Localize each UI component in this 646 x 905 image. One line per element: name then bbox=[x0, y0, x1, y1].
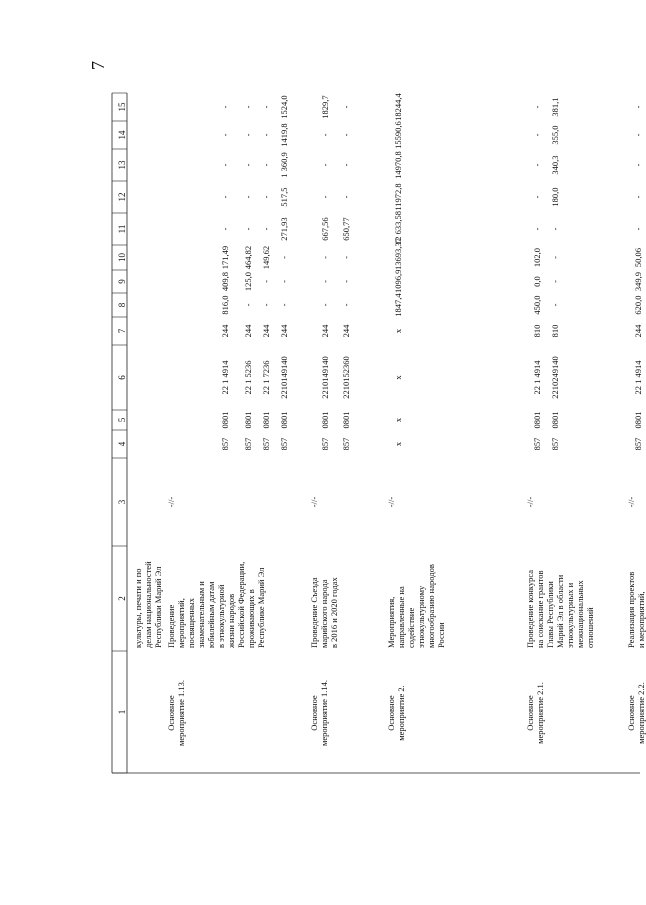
table-cell: - bbox=[341, 280, 351, 283]
table-cell: 0,0 bbox=[532, 276, 542, 287]
page-number: 7 bbox=[88, 61, 108, 70]
table-cell: - bbox=[633, 227, 643, 231]
table-cell: 810 bbox=[550, 324, 560, 338]
table-cell: - bbox=[341, 195, 351, 199]
executor-mark: -//- bbox=[525, 496, 535, 508]
table-cell: 409,8 bbox=[220, 271, 230, 292]
table-cell: 857 bbox=[532, 437, 542, 451]
table-cell: - bbox=[261, 163, 271, 167]
column-header-14: 14 bbox=[117, 130, 127, 140]
table-cell: - bbox=[532, 195, 542, 199]
executor-mark: -//- bbox=[626, 496, 636, 508]
table-cell: - bbox=[220, 163, 230, 167]
column-header-6: 6 bbox=[117, 375, 127, 380]
table-cell: - bbox=[320, 303, 330, 307]
executor-mark: -//- bbox=[166, 496, 176, 508]
event-code: Основное мероприятие 2. bbox=[386, 685, 406, 741]
column-header-1: 1 bbox=[117, 709, 127, 715]
table-cell: - bbox=[320, 133, 330, 137]
table-cell: 244 bbox=[261, 324, 271, 338]
table-cell: - bbox=[261, 133, 271, 137]
table-cell: 0801 bbox=[261, 411, 271, 429]
table-cell: - bbox=[243, 133, 253, 137]
table-cell: - bbox=[532, 163, 542, 167]
table-cell: 11972,8 bbox=[393, 183, 403, 211]
table-cell: 2210152360 bbox=[341, 356, 351, 399]
table-cell: 2210149140 bbox=[279, 356, 289, 399]
table-cell: - bbox=[261, 280, 271, 283]
table-cell: 857 bbox=[633, 437, 643, 451]
table-cell: - bbox=[633, 195, 643, 199]
table-cell: - bbox=[243, 303, 253, 307]
table-cell: 244 bbox=[320, 324, 330, 338]
table-cell: - bbox=[532, 105, 542, 109]
table-cell: 381,1 bbox=[550, 97, 560, 117]
table-cell: 102,0 bbox=[532, 247, 542, 268]
table-cell: - bbox=[261, 303, 271, 307]
table-cell: 1 360,9 bbox=[279, 152, 289, 178]
table-cell: 340,3 bbox=[550, 155, 560, 175]
event-code: Основное мероприятие 2.1. bbox=[525, 682, 545, 744]
table-cell: 0801 bbox=[279, 411, 289, 429]
table-cell: - bbox=[220, 195, 230, 199]
executor-mark: -//- bbox=[309, 496, 319, 508]
table-cell: 650,77 bbox=[341, 217, 351, 241]
table-cell: 0801 bbox=[243, 411, 253, 429]
table-cell: - bbox=[320, 256, 330, 259]
column-header-10: 10 bbox=[117, 253, 127, 262]
table-cell: 244 bbox=[220, 324, 230, 338]
table-cell: 22 1 7236 bbox=[261, 360, 271, 395]
table-cell: - bbox=[220, 133, 230, 137]
table-cell: - bbox=[341, 303, 351, 307]
table-cell: 0801 bbox=[341, 411, 351, 429]
column-header-15: 15 bbox=[117, 102, 127, 112]
table-cell: - bbox=[550, 256, 560, 259]
table-cell: 50,06 bbox=[633, 247, 643, 268]
table-cell: - bbox=[320, 280, 330, 283]
table-cell: - bbox=[261, 227, 271, 231]
table-cell: 149,62 bbox=[261, 245, 271, 270]
event-description: Реализация проектов и мероприятий, bbox=[626, 571, 646, 648]
table-cell: 15590,6 bbox=[393, 121, 403, 149]
table-cell: 14970,8 bbox=[393, 151, 403, 179]
table-cell: - bbox=[320, 163, 330, 167]
table-cell: 0801 bbox=[532, 411, 542, 429]
table-cell: - bbox=[243, 163, 253, 167]
table-cell: - bbox=[279, 303, 289, 307]
table-cell: - bbox=[633, 163, 643, 167]
column-header-13: 13 bbox=[117, 160, 127, 170]
table-cell: 244 bbox=[243, 324, 253, 338]
table-cell: 13693,37 bbox=[393, 238, 403, 270]
table-cell: 1524,0 bbox=[279, 95, 289, 119]
table-cell: - bbox=[320, 195, 330, 199]
table-cell: - bbox=[261, 105, 271, 109]
table-cell: 349,9 bbox=[633, 271, 643, 292]
table-cell: 18244,4 bbox=[393, 93, 403, 121]
event-code: Основное мероприятие 1.14. bbox=[309, 679, 329, 747]
table-cell: 2210249140 bbox=[550, 356, 560, 399]
column-header-4: 4 bbox=[117, 441, 127, 447]
table-cell: x bbox=[393, 417, 403, 423]
table-cell: 857 bbox=[279, 437, 289, 451]
table-cell: - bbox=[550, 227, 560, 231]
column-header-11: 11 bbox=[117, 224, 127, 234]
table-cell: 450,0 bbox=[532, 295, 542, 315]
table-cell: - bbox=[279, 280, 289, 283]
table-cell: 12 633,58 bbox=[393, 211, 403, 245]
table-cell: - bbox=[243, 195, 253, 199]
table-cell: 244 bbox=[633, 324, 643, 338]
table-cell: - bbox=[532, 227, 542, 231]
table-cell: - bbox=[261, 195, 271, 199]
event-code: Основное мероприятие 1.13. bbox=[166, 679, 186, 747]
table-cell: - bbox=[341, 105, 351, 109]
table-cell: 180,0 bbox=[550, 187, 560, 207]
event-description: Мероприятия, направленные на содействие этнокультурному многообразию народов России bbox=[386, 564, 446, 648]
event-description: Проведение Съезда марийского народа в 2016 и 2020 годах bbox=[309, 577, 339, 648]
table-cell: 0801 bbox=[320, 411, 330, 429]
table-cell: 1829,7 bbox=[320, 95, 330, 119]
table-cell: 2210149140 bbox=[320, 356, 330, 399]
column-header-9: 9 bbox=[117, 279, 127, 284]
table-cell: 620,0 bbox=[633, 295, 643, 315]
table-cell: - bbox=[532, 133, 542, 137]
column-header-3: 3 bbox=[117, 499, 127, 505]
column-header-2: 2 bbox=[117, 596, 127, 601]
table-cell: - bbox=[341, 256, 351, 259]
table-cell: - bbox=[550, 280, 560, 283]
table-cell: x bbox=[393, 375, 403, 380]
table-cell: 0801 bbox=[550, 411, 560, 429]
table-cell: 244 bbox=[341, 324, 351, 338]
table-cell: 857 bbox=[341, 437, 351, 451]
column-header-5: 5 bbox=[117, 417, 127, 423]
table-cell: x bbox=[393, 441, 403, 447]
table-cell: 1096,9 bbox=[393, 269, 403, 293]
table-cell: 1419,8 bbox=[279, 123, 289, 147]
table-cell: - bbox=[220, 227, 230, 231]
table-cell: 857 bbox=[320, 437, 330, 451]
event-code: Основное мероприятие 2.2. bbox=[626, 682, 646, 744]
table-cell: 0801 bbox=[633, 411, 643, 429]
table-cell: 857 bbox=[243, 437, 253, 451]
table-cell: 22 1 4914 bbox=[220, 360, 230, 395]
table-cell: 271,93 bbox=[279, 217, 289, 241]
table-cell: 244 bbox=[279, 324, 289, 338]
table-cell: 0801 bbox=[220, 411, 230, 429]
table-cell: 517,5 bbox=[279, 187, 289, 207]
table-cell: 171,49 bbox=[220, 245, 230, 270]
table-cell: - bbox=[243, 227, 253, 231]
table-cell: - bbox=[243, 105, 253, 109]
table-cell: - bbox=[341, 163, 351, 167]
event-description: Проведение конкурса на соискание грантов Главы Республики Марий Эл в области этнокультурных и межнациональных отношений bbox=[525, 569, 595, 648]
table-cell: - bbox=[341, 133, 351, 137]
table-cell: 857 bbox=[550, 437, 560, 451]
table-cell: - bbox=[633, 133, 643, 137]
table-cell: - bbox=[633, 105, 643, 109]
table-cell: 464,82 bbox=[243, 245, 253, 270]
column-header-7: 7 bbox=[117, 328, 127, 334]
table-cell: 355,0 bbox=[550, 125, 560, 145]
table-cell: - bbox=[279, 256, 289, 259]
column-header-8: 8 bbox=[117, 302, 127, 308]
table-cell: 667,56 bbox=[320, 217, 330, 241]
table-cell: 816,0 bbox=[220, 295, 230, 315]
table-cell: 1847,4 bbox=[393, 293, 403, 317]
table-cell: 857 bbox=[220, 437, 230, 451]
table-cell: - bbox=[550, 303, 560, 307]
event-description: Проведение мероприятий, посвященных знаменательным и юбилейным датам в этнокультурной жизни народов Российской Федерации, проживающих в Республике Марий Эл bbox=[166, 561, 266, 648]
column-header-12: 12 bbox=[117, 192, 127, 202]
table-cell: 810 bbox=[532, 324, 542, 338]
table-cell: - bbox=[220, 105, 230, 109]
table-cell: 857 bbox=[261, 437, 271, 451]
table-cell: x bbox=[393, 328, 403, 334]
table-cell: 22 1 5236 bbox=[243, 360, 253, 395]
table-cell: 22 1 4914 bbox=[633, 360, 643, 395]
table-cell: 22 1 4914 bbox=[532, 360, 542, 395]
executor-mark: -//- bbox=[386, 496, 396, 508]
event-description: культуры, печати и по делам национальностей Республики Марий Эл bbox=[133, 561, 163, 648]
table-cell: 125,0 bbox=[243, 271, 253, 292]
